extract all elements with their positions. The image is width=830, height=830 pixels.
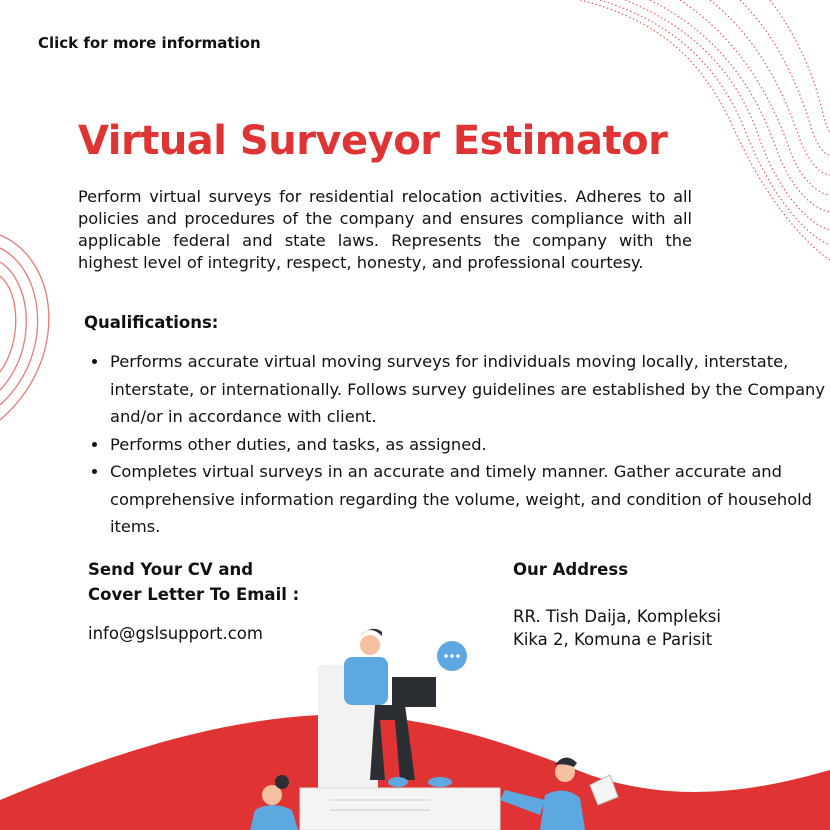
contact-heading-line2: Cover Letter To Email : <box>88 585 300 604</box>
job-description: Perform virtual surveys for residential relocation activities. Adheres to all policies and procedures of the company and ensures compliance with all applicable federal and state laws. Represents the company with the highest level of integrity, respect, honesty, and professional courtesy. <box>78 187 692 272</box>
list-item: • Performs accurate virtual moving surveys for individuals moving locally, interstate, interstate, or internationally. Follows survey guidelines are established by the Company and/or in accordance with client. <box>109 348 829 431</box>
list-item: • Performs other duties, and tasks, as assigned. <box>109 431 829 459</box>
laptop <box>392 677 436 707</box>
qualifications-list <box>90 348 829 541</box>
person-shirt <box>344 657 388 705</box>
arc-lines-decoration <box>0 235 49 420</box>
address <box>513 605 721 651</box>
address-heading: Our Address <box>513 560 629 579</box>
qualifications-heading: Qualifications: <box>84 313 219 332</box>
address-line1: RR. Tish Daija, Kompleksi <box>513 607 721 626</box>
more-info-link[interactable]: Click for more information <box>38 34 261 52</box>
contact-heading-line1: Send Your CV and <box>88 560 254 579</box>
list-item: • Completes virtual surveys in an accurate and timely manner. Gather accurate and comprehensive information regarding the volume, weight, and condition of household items. <box>109 458 829 541</box>
email-link[interactable]: info@gslsupport.com <box>88 624 263 643</box>
contact-heading <box>88 557 299 607</box>
person-head <box>360 635 380 655</box>
page-title: Virtual Surveyor Estimator <box>78 118 668 164</box>
book-stack <box>300 788 500 830</box>
address-line2: Kika 2, Komuna e Parisit <box>513 630 713 649</box>
